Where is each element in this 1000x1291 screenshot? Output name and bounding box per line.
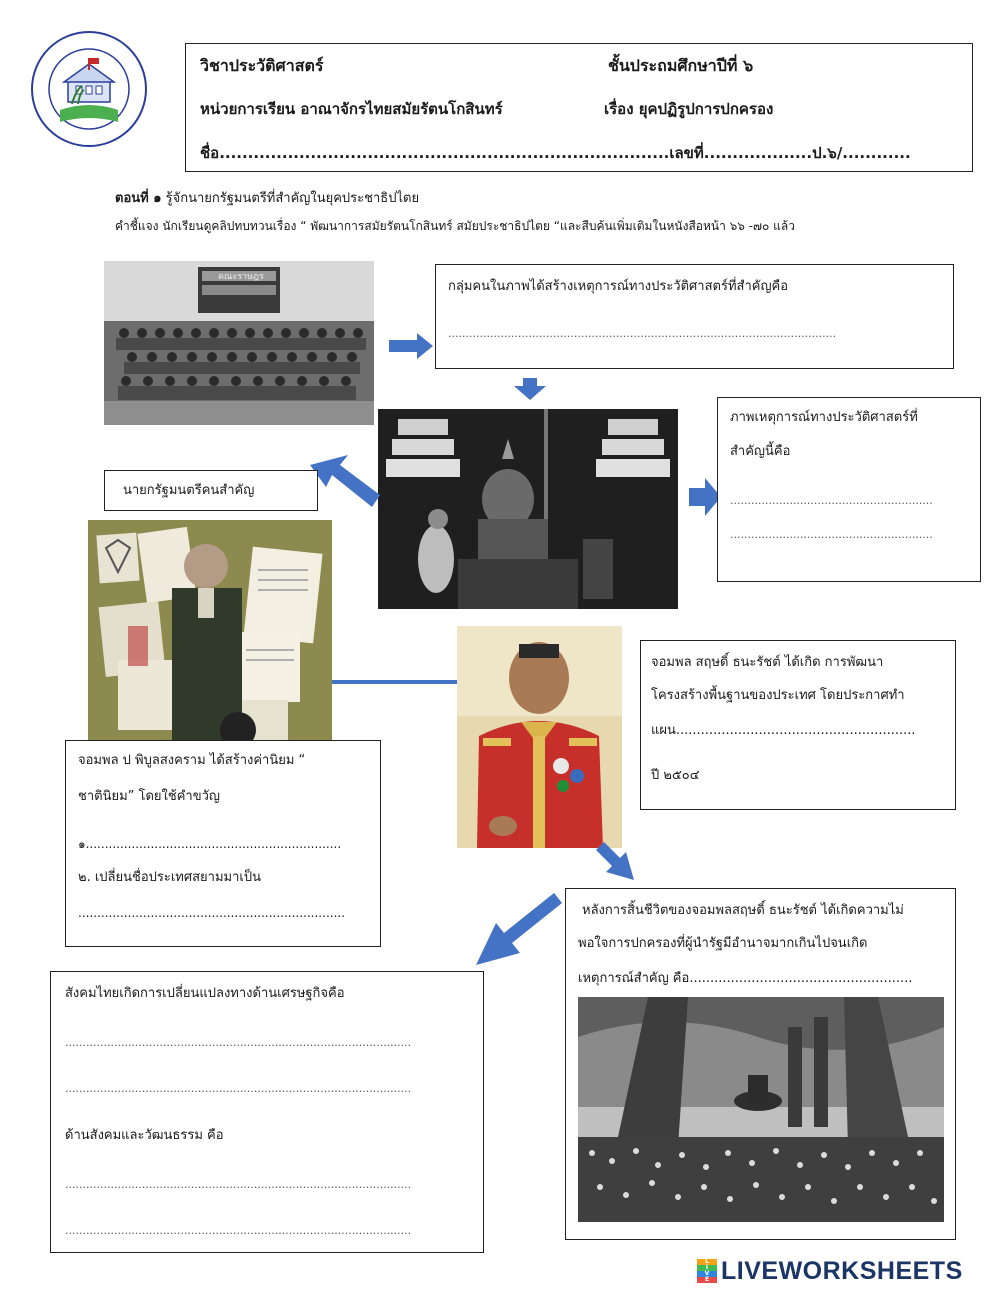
pm-label-box [104, 470, 318, 511]
pm-label: นายกรัฐมนตรีคนสำคัญ [123, 483, 255, 498]
historic-image-question-2: สำคัญนี้คือ [730, 444, 791, 459]
historic-image-answer-line-1[interactable]: .......................................................... [730, 494, 933, 507]
arrow-right-icon [389, 333, 433, 359]
society-box [50, 971, 484, 1253]
phibun-line-2: ชาตินิยม” โดยใช้คำขวัญ [78, 789, 220, 804]
after-sarit-line-1: หลังการสิ้นชีวิตของจอมพลสฤษดิ์ ธนะรัชต์ ได้เกิดความไม่ [582, 903, 904, 918]
society-econ-question: สังคมไทยเกิดการเปลี่ยนแปลงทางด้านเศรษฐกิจคือ [65, 986, 345, 1001]
society-answer-line-1[interactable]: ................................................................................................... [65, 1036, 412, 1049]
society-culture-question: ด้านสังคมและวัฒนธรรม คือ [65, 1128, 224, 1143]
sarit-line-1: จอมพล สฤษดิ์ ธนะรัชต์ ได้เกิด การพัฒนา [651, 655, 884, 670]
arrow-up-left-icon [310, 455, 380, 507]
group-event-box [435, 264, 954, 369]
unit-title: หน่วยการเรียน อาณาจักรไทยสมัยรัตนโกสินทร์ [200, 100, 503, 118]
header-box [185, 43, 973, 172]
subject-title: วิชาประวัติศาสตร์ [200, 56, 324, 75]
arrow-down-left-icon [476, 893, 562, 965]
sarit-year: ปี ๒๕๐๔ [651, 768, 700, 783]
instruction-text: คำชี้แจง นักเรียนดูคลิปทบทวนเรื่อง “ พัฒนาการสมัยรัตนโกสินทร์ สมัยประชาธิปไตย “และสืบค้นเพิ่มเติมในหนังสือหน้า ๖๖ -๗๐ แล้ว [115, 219, 796, 233]
arrow-down-right-icon [596, 842, 634, 880]
sarit-plan-line[interactable]: แผน.......................................................... [651, 723, 916, 738]
ceremony-photo [378, 409, 678, 609]
society-answer-line-4[interactable]: ................................................................................................... [65, 1224, 412, 1237]
society-answer-line-2[interactable]: ................................................................................................... [65, 1082, 412, 1095]
democracy-monument-photo [578, 997, 944, 1222]
phibun-answer-line-1[interactable]: ๑................................................................... [78, 837, 342, 851]
phibun-line-1: จอมพล ป พิบูลสงคราม ได้สร้างค่านิยม “ [78, 753, 306, 768]
arrow-down-icon [514, 378, 546, 400]
phibun-line-4: ๒. เปลี่ยนชื่อประเทศสยามมาเป็น [78, 870, 261, 885]
topic-title: เรื่อง ยุคปฏิรูปการปกครอง [604, 100, 774, 118]
part-label: ตอนที่ ๑ [115, 191, 162, 206]
after-sarit-answer-line[interactable]: เหตุการณ์สำคัญ คือ...................................................... [578, 971, 913, 986]
after-sarit-box [565, 888, 956, 1240]
phibun-box [65, 740, 381, 947]
brand-badge-icon: L I V E [697, 1259, 717, 1283]
historic-image-box [717, 397, 981, 582]
phibun-answer-line-2[interactable]: ...................................................................... [78, 906, 346, 920]
group-photo-sign: คณะราษฎร [218, 272, 264, 282]
liveworksheets-logo [697, 1256, 963, 1286]
after-sarit-line-2: พอใจการปกครองที่ผู้นำรัฐมีอำนาจมากเกินไปจนเกิด [578, 936, 868, 951]
group-event-question: กลุ่มคนในภาพได้สร้างเหตุการณ์ทางประวัติศาสตร์ที่สำคัญคือ [448, 279, 789, 294]
group-photo [104, 261, 374, 425]
name-line[interactable]: ชื่อ...............................................................................เลขที่...................ป.๖/............ [200, 144, 911, 162]
connector-line [332, 680, 458, 684]
part-title: รู้จักนายกรัฐมนตรีที่สำคัญในยุคประชาธิปไตย [165, 191, 420, 206]
phibun-collage-photo [88, 520, 332, 742]
historic-image-question-1: ภาพเหตุการณ์ทางประวัติศาสตร์ที่ [730, 410, 918, 425]
grade-title: ชั้นประถมศึกษาปีที่ ๖ [608, 56, 754, 75]
group-event-answer-line[interactable]: ............................................................................................................... [448, 327, 837, 340]
school-logo [30, 30, 148, 148]
historic-image-answer-line-2[interactable]: .......................................................... [730, 528, 933, 541]
part-heading [115, 191, 419, 207]
sarit-portrait-photo [457, 626, 622, 848]
brand-name: LIVEWORKSHEETS [721, 1256, 963, 1285]
sarit-box [640, 640, 956, 810]
sarit-line-2: โครงสร้างพื้นฐานของประเทศ โดยประกาศทำ [651, 688, 905, 703]
society-answer-line-3[interactable]: ................................................................................................... [65, 1178, 412, 1191]
